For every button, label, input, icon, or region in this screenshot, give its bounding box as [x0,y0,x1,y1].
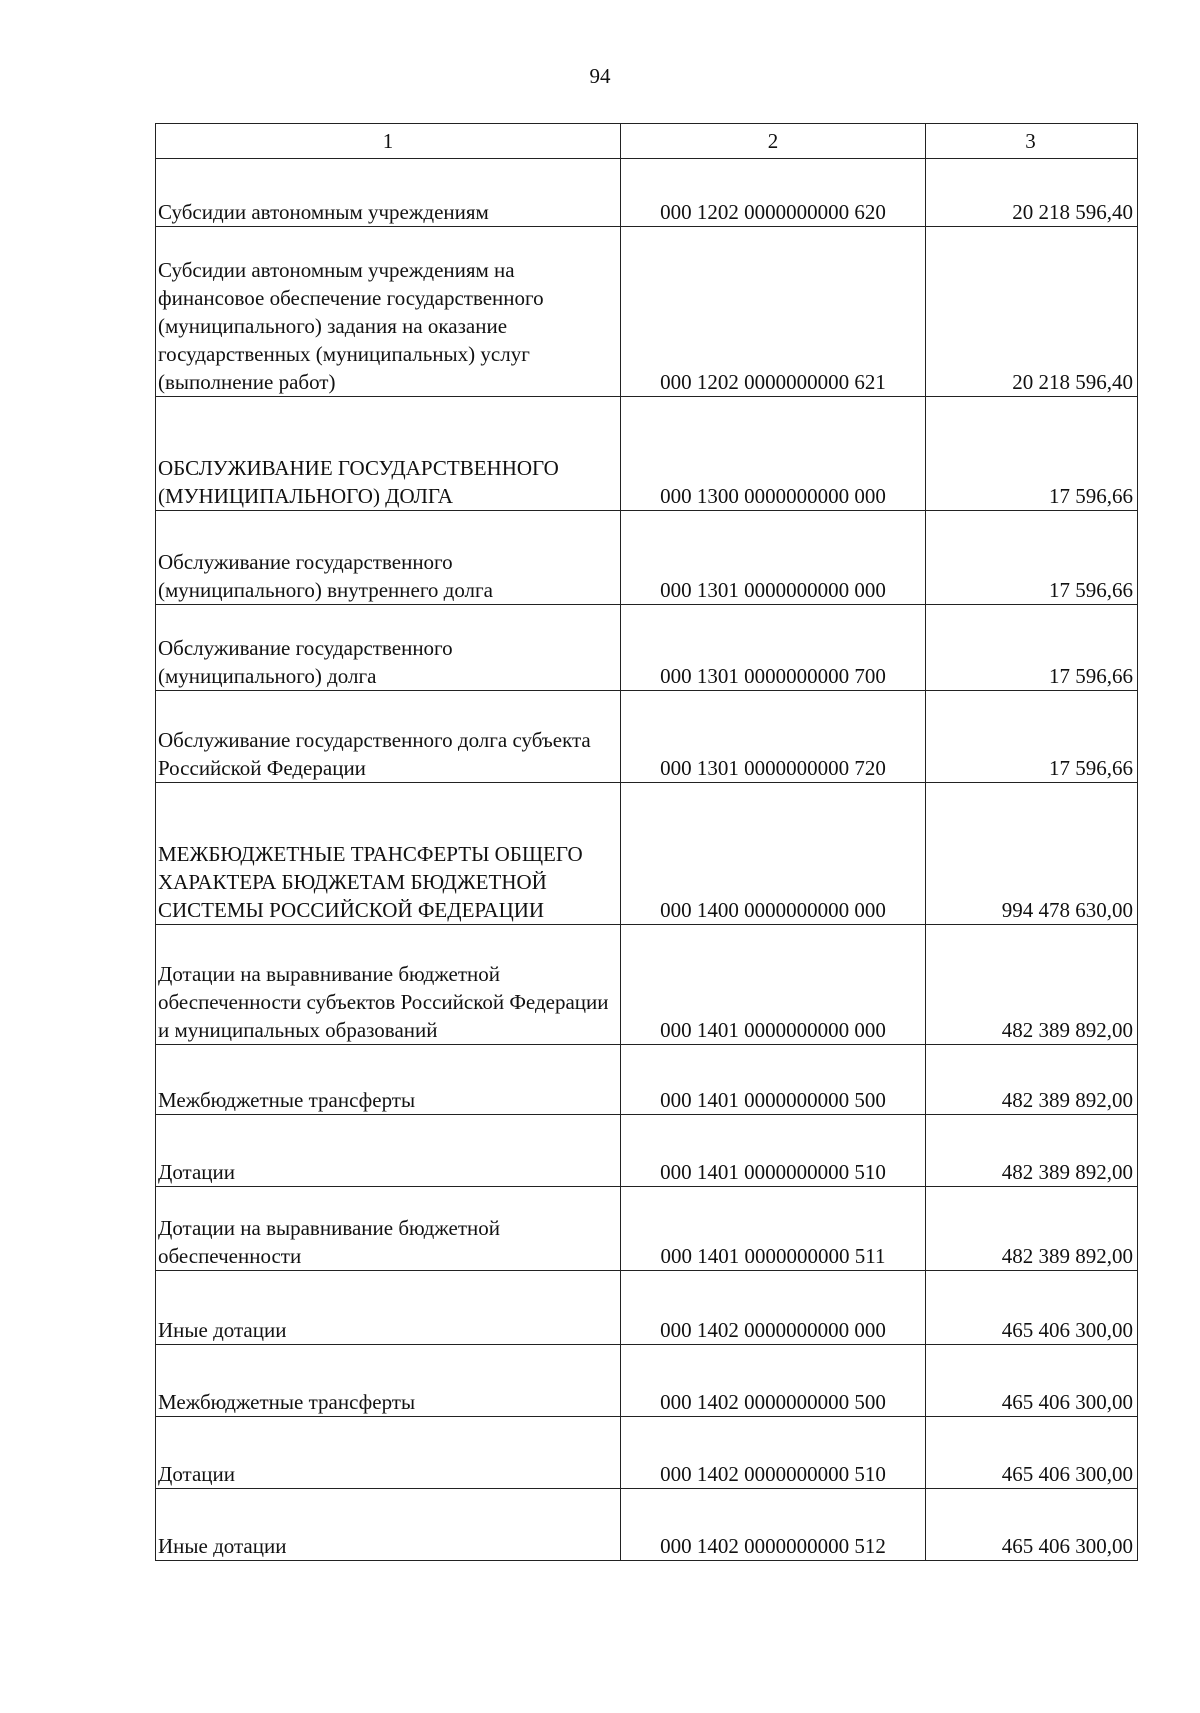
row-name: Обслуживание государственного (муниципального) долга [156,605,621,691]
page-number: 94 [589,64,611,88]
budget-table [155,123,1138,1561]
row-amount: 17 596,66 [926,397,1138,511]
row-amount: 17 596,66 [926,605,1138,691]
row-code: 000 1401 0000000000 500 [621,1045,926,1115]
row-amount: 20 218 596,40 [926,227,1138,397]
column-header: 1 [156,124,621,159]
row-code: 000 1401 0000000000 511 [621,1187,926,1271]
column-header: 2 [621,124,926,159]
row-name: Межбюджетные трансферты [156,1045,621,1115]
row-amount: 994 478 630,00 [926,783,1138,925]
row-code: 000 1300 0000000000 000 [621,397,926,511]
table-row [156,159,1138,227]
row-amount: 465 406 300,00 [926,1489,1138,1561]
row-amount: 482 389 892,00 [926,925,1138,1045]
row-code: 000 1301 0000000000 700 [621,605,926,691]
row-name: Дотации [156,1115,621,1187]
table-row [156,397,1138,511]
row-amount: 465 406 300,00 [926,1345,1138,1417]
row-amount: 465 406 300,00 [926,1271,1138,1345]
table-row [156,1489,1138,1561]
table-row [156,605,1138,691]
row-name: Обслуживание государственного долга субъекта Российской Федерации [156,691,621,783]
row-name: Дотации на выравнивание бюджетной обеспеченности субъектов Российской Федерации и муниципальных образований [156,925,621,1045]
table-row [156,1271,1138,1345]
row-name: Иные дотации [156,1271,621,1345]
row-name: Обслуживание государственного (муниципального) внутреннего долга [156,511,621,605]
table-row [156,1187,1138,1271]
row-name: Дотации [156,1417,621,1489]
row-name: ОБСЛУЖИВАНИЕ ГОСУДАРСТВЕННОГО (МУНИЦИПАЛЬНОГО) ДОЛГА [156,397,621,511]
row-code: 000 1202 0000000000 621 [621,227,926,397]
row-code: 000 1402 0000000000 000 [621,1271,926,1345]
row-name: Межбюджетные трансферты [156,1345,621,1417]
row-name: Субсидии автономным учреждениям на финансовое обеспечение государственного (муниципального) задания на оказание государственных (муниципальных) услуг (выполнение работ) [156,227,621,397]
column-header: 3 [926,124,1138,159]
table-row [156,1345,1138,1417]
row-name: Субсидии автономным учреждениям [156,159,621,227]
row-amount: 465 406 300,00 [926,1417,1138,1489]
row-amount: 20 218 596,40 [926,159,1138,227]
row-code: 000 1301 0000000000 000 [621,511,926,605]
row-code: 000 1402 0000000000 500 [621,1345,926,1417]
row-name: Иные дотации [156,1489,621,1561]
table-row [156,511,1138,605]
table-row [156,1045,1138,1115]
row-code: 000 1301 0000000000 720 [621,691,926,783]
row-name: МЕЖБЮДЖЕТНЫЕ ТРАНСФЕРТЫ ОБЩЕГО ХАРАКТЕРА БЮДЖЕТАМ БЮДЖЕТНОЙ СИСТЕМЫ РОССИЙСКОЙ ФЕДЕРАЦИИ [156,783,621,925]
row-amount: 17 596,66 [926,691,1138,783]
table-row [156,1115,1138,1187]
row-name: Дотации на выравнивание бюджетной обеспеченности [156,1187,621,1271]
table-header-row [156,124,1138,159]
table-row [156,925,1138,1045]
row-amount: 17 596,66 [926,511,1138,605]
row-code: 000 1402 0000000000 510 [621,1417,926,1489]
table-row [156,783,1138,925]
row-code: 000 1401 0000000000 000 [621,925,926,1045]
row-amount: 482 389 892,00 [926,1045,1138,1115]
row-code: 000 1202 0000000000 620 [621,159,926,227]
row-amount: 482 389 892,00 [926,1115,1138,1187]
table-row [156,691,1138,783]
table-row [156,1417,1138,1489]
row-amount: 482 389 892,00 [926,1187,1138,1271]
row-code: 000 1400 0000000000 000 [621,783,926,925]
row-code: 000 1401 0000000000 510 [621,1115,926,1187]
table-row [156,227,1138,397]
row-code: 000 1402 0000000000 512 [621,1489,926,1561]
